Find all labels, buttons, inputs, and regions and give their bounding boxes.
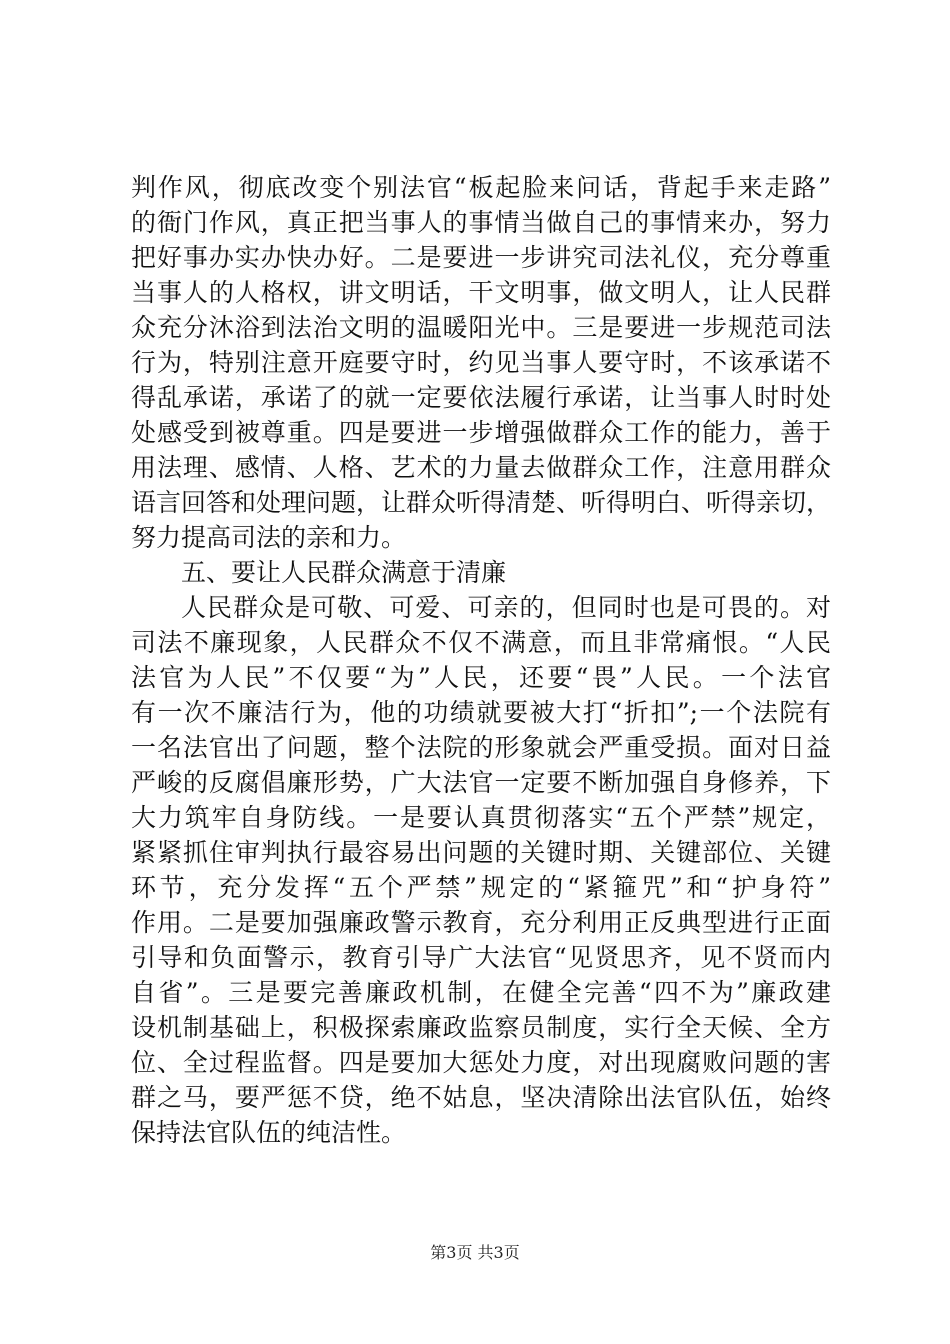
text-line: 当事人的人格权，讲文明话，干文明事，做文明人，让人民群	[131, 278, 831, 307]
text-line: 一名法官出了问题，整个法院的形象就会严重受损。面对日益	[131, 733, 831, 762]
text-line: 人民群众是可敬、可爱、可亲的，但同时也是可畏的。对	[181, 593, 831, 622]
section-heading: 五、要让人民群众满意于清廉	[181, 558, 507, 587]
text-line: 群之马，要严惩不贷，绝不姑息，坚决清除出法官队伍，始终	[131, 1083, 831, 1112]
text-line: 自省”。三是要完善廉政机制，在健全完善“四不为”廉政建	[131, 978, 831, 1007]
text-line: 大力筑牢自身防线。一是要认真贯彻落实“五个严禁”规定，	[131, 803, 831, 832]
document-body	[131, 170, 831, 1150]
text-line: 位、全过程监督。四是要加大惩处力度，对出现腐败问题的害	[131, 1048, 831, 1077]
text-line: 得乱承诺，承诺了的就一定要依法履行承诺，让当事人时时处	[131, 383, 831, 412]
text-line: 严峻的反腐倡廉形势，广大法官一定要不断加强自身修养，下	[131, 768, 831, 797]
text-line: 的衙门作风，真正把当事人的事情当做自己的事情来办，努力	[131, 208, 831, 237]
text-line: 设机制基础上，积极探索廉政监察员制度，实行全天候、全方	[131, 1013, 831, 1042]
text-line: 法官为人民”不仅要“为”人民，还要“畏”人民。一个法官	[131, 663, 831, 692]
text-line: 判作风，彻底改变个别法官“板起脸来问话，背起手来走路”	[131, 173, 831, 202]
text-line: 有一次不廉洁行为，他的功绩就要被大打“折扣”;一个法院有	[131, 698, 831, 727]
text-line: 把好事办实办快办好。二是要进一步讲究司法礼仪，充分尊重	[131, 243, 831, 272]
text-line: 语言回答和处理问题，让群众听得清楚、听得明白、听得亲切，	[131, 488, 832, 517]
page-number-footer: 第3页 共3页	[430, 1243, 520, 1262]
text-line: 行为，特别注意开庭要守时，约见当事人要守时，不该承诺不	[131, 348, 831, 377]
text-line: 众充分沐浴到法治文明的温暖阳光中。三是要进一步规范司法	[131, 313, 831, 342]
text-line: 紧紧抓住审判执行最容易出问题的关键时期、关键部位、关键	[131, 838, 831, 867]
text-line: 司法不廉现象，人民群众不仅不满意，而且非常痛恨。“人民	[131, 628, 831, 657]
text-line: 引导和负面警示，教育引导广大法官“见贤思齐，见不贤而内	[131, 943, 831, 972]
text-line: 处感受到被尊重。四是要进一步增强做群众工作的能力，善于	[131, 418, 831, 447]
text-line: 环节，充分发挥“五个严禁”规定的“紧箍咒”和“护身符”	[131, 873, 831, 902]
text-line: 保持法官队伍的纯洁性。	[131, 1118, 407, 1147]
text-line: 努力提高司法的亲和力。	[131, 523, 407, 552]
text-line: 用法理、感情、人格、艺术的力量去做群众工作，注意用群众	[131, 453, 831, 482]
text-line: 作用。二是要加强廉政警示教育，充分利用正反典型进行正面	[131, 908, 831, 937]
